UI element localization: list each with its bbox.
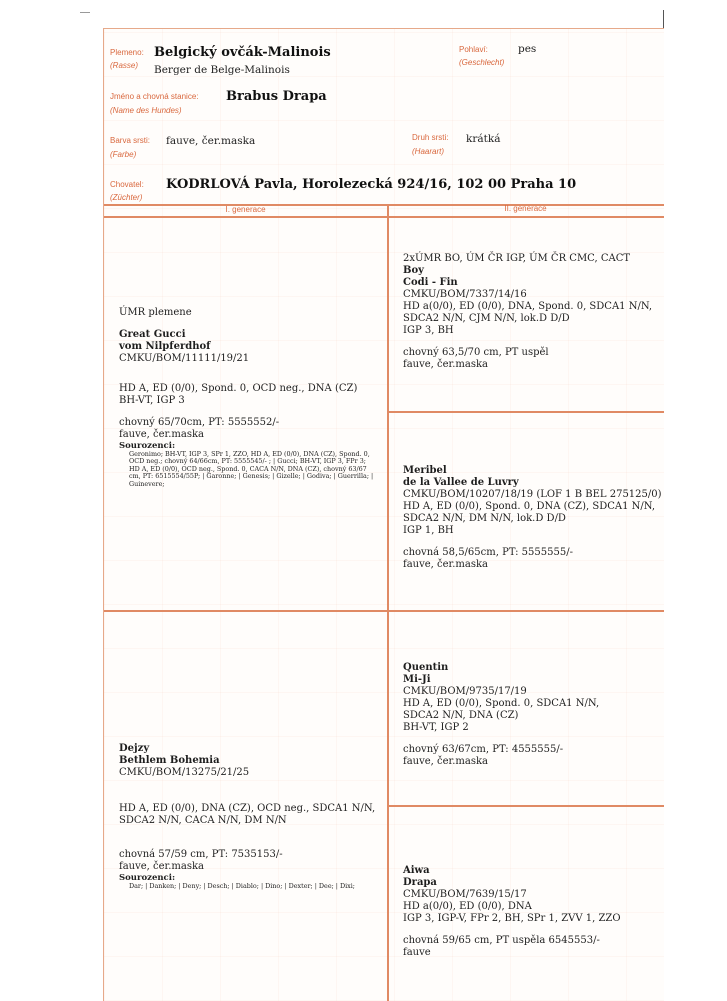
dam-health-line1: HD A, ED (0/0), DNA (CZ), OCD neg., SDCA1 N/N, [119, 803, 376, 814]
dam-sire-size: chovný 63/67cm, PT: 4555555/- [403, 744, 564, 755]
dam-sire-cell [403, 662, 599, 768]
sire-sire-health-line3: IGP 3, BH [403, 325, 454, 336]
sex-value: pes [518, 43, 537, 55]
dam-sire-health-line3: BH-VT, IGP 2 [403, 722, 469, 733]
sire-dam-color: fauve, čer.maska [403, 559, 489, 570]
dam-dam-name-line2: Drapa [403, 877, 437, 888]
dam-dam-cell [403, 865, 621, 959]
dog-name-value: Brabus Drapa [226, 89, 327, 104]
sire-name-line1: Great Gucci [119, 329, 186, 340]
sire-dam-registration: CMKU/BOM/10207/18/19 (LOF 1 B BEL 275125/0) [403, 489, 662, 500]
dam-dam-registration: CMKU/BOM/7639/15/17 [403, 889, 527, 900]
generation-divider [387, 204, 389, 1001]
sire-name-line2: vom Nilpferdhof [119, 341, 211, 352]
dam-dam-health-line1: HD a(0/0), ED (0/0), DNA [403, 901, 532, 912]
dam-name-line1: Dejzy [119, 743, 150, 754]
dam-siblings-label: Sourozenci: [119, 873, 176, 883]
sire-registration: CMKU/BOM/11111/19/21 [119, 353, 250, 364]
breed-label: Plemeno: [110, 48, 144, 57]
pedigree-sheet [103, 28, 664, 1001]
breeder-label-de: (Züchter) [110, 193, 143, 202]
dam-siblings: Dar; | Danken; | Deny; | Desch; | Diablo; | Dino; | Dexter; | Dee; | Dixi; [129, 882, 355, 890]
sire-health-line2: BH-VT, IGP 3 [119, 395, 185, 406]
dam-size: chovná 57/59 cm, PT: 7535153/- [119, 849, 283, 860]
sire-dam-name-line1: Meribel [403, 465, 447, 476]
sire-health-line1: HD A, ED (0/0), Spond. 0, OCD neg., DNA (CZ) [119, 383, 358, 394]
name-label: Jméno a chovná stanice: [110, 92, 199, 101]
breed-value: Belgický ovčák-Malinois [154, 45, 331, 60]
sire-siblings: Geronimo; BH-VT, IGP 3, SPr 1, ZZO, HD A, ED (0/0), DNA (CZ), Spond. 0, OCD neg.; chovný 64/66cm, PT: 5555545/- ; | Gucci; BH-VT, IGP 3, FPr 3; HD A, ED (0/0), OCD neg., Spond. 0, CACA N/N, DNA (CZ), chovný 63/67 cm, PT: 6515554/55P; | Garonne; | Genesis; | Gizelle; | Godiva; | Guerrilla; | Guinevere; [129, 450, 374, 488]
dam-health-line2: SDCA2 N/N, CACA N/N, DM N/N [119, 815, 287, 826]
dam-cell [119, 743, 375, 890]
coat-value: krátká [466, 133, 501, 145]
sire-dam-divider [104, 610, 664, 612]
scan-mark [80, 12, 90, 13]
sire-dam-name-line2: de la Vallee de Luvry [403, 477, 519, 488]
sire-sire-name-line1: Boy [403, 265, 424, 276]
sire-sire-health-line2: SDCA2 N/N, CJM N/N, lok.D D/D [403, 313, 570, 324]
generation-1-header: I. generace [225, 205, 266, 214]
sire-dam-health-line2: SDCA2 N/N, DM N/N, lok.D D/D [403, 513, 566, 524]
dam-sire-registration: CMKU/BOM/9735/17/19 [403, 686, 527, 697]
sire-cell [119, 307, 374, 488]
dam-color: fauve, čer.maska [119, 861, 205, 872]
color-label-de: (Farbe) [110, 150, 137, 159]
sire-sire-name-line2: Codi - Fin [403, 277, 458, 288]
sire-sire-health-line1: HD a(0/0), ED (0/0), DNA, Spond. 0, SDCA1 N/N, [403, 301, 653, 312]
sire-dam-health-line3: IGP 1, BH [403, 525, 454, 536]
sire-sire-color: fauve, čer.maska [403, 359, 489, 370]
dam-sire-name-line1: Quentin [403, 662, 449, 673]
sex-label: Pohlaví: [459, 45, 488, 54]
sire-sire-size: chovný 63,5/70 cm, PT uspěl [403, 347, 549, 358]
dam-dam-health-line2: IGP 3, IGP-V, FPr 2, BH, SPr 1, ZVV 1, ZZO [403, 913, 621, 924]
name-label-de: (Name des Hundes) [110, 106, 182, 115]
sire-parents-divider [387, 411, 664, 413]
sire-title: ÚMR plemene [119, 307, 192, 318]
dam-sire-color: fauve, čer.maska [403, 756, 489, 767]
breed-value-de: Berger de Belge-Malinois [154, 64, 290, 76]
breeder-value: KODRLOVÁ Pavla, Horolezecká 924/16, 102 00 Praha 10 [166, 177, 577, 192]
sire-dam-size: chovná 58,5/65cm, PT: 5555555/- [403, 547, 573, 558]
dam-registration: CMKU/BOM/13275/21/25 [119, 767, 250, 778]
sire-dam-cell [403, 465, 662, 571]
dam-dam-size: chovná 59/65 cm, PT uspěla 6545553/- [403, 935, 600, 946]
dam-sire-health-line1: HD A, ED (0/0), Spond. 0, SDCA1 N/N, [403, 698, 600, 709]
breeder-label: Chovatel: [110, 180, 144, 189]
sire-sire-titles: 2xÚMR BO, ÚM ČR IGP, ÚM ČR CMC, CACT [403, 253, 631, 264]
dam-dam-color: fauve [403, 947, 431, 958]
coat-label: Druh srsti: [412, 133, 449, 142]
coat-label-de: (Haarart) [412, 147, 445, 156]
generation-2-header: II. generace [504, 204, 547, 213]
dam-parents-divider [387, 805, 664, 807]
sire-size: chovný 65/70cm, PT: 5555552/- [119, 417, 280, 428]
color-value: fauve, čer.maska [166, 135, 256, 147]
generation-header-divider [104, 216, 664, 218]
breed-label-de: (Rasse) [110, 61, 139, 70]
color-label: Barva srsti: [110, 136, 151, 145]
dam-dam-name-line1: Aiwa [403, 865, 430, 876]
dam-name-line2: Bethlem Bohemia [119, 755, 220, 766]
sire-dam-health-line1: HD A, ED (0/0), Spond. 0, DNA (CZ), SDCA1 N/N, [403, 501, 656, 512]
dam-sire-health-line2: SDCA2 N/N, DNA (CZ) [403, 710, 519, 721]
sire-sire-registration: CMKU/BOM/7337/14/16 [403, 289, 527, 300]
sex-label-de: (Geschlecht) [459, 58, 505, 67]
sire-color: fauve, čer.maska [119, 429, 205, 440]
dam-sire-name-line2: Mi-Ji [403, 674, 431, 685]
sire-sire-cell [403, 253, 652, 371]
sire-siblings-label: Sourozenci: [119, 441, 176, 451]
